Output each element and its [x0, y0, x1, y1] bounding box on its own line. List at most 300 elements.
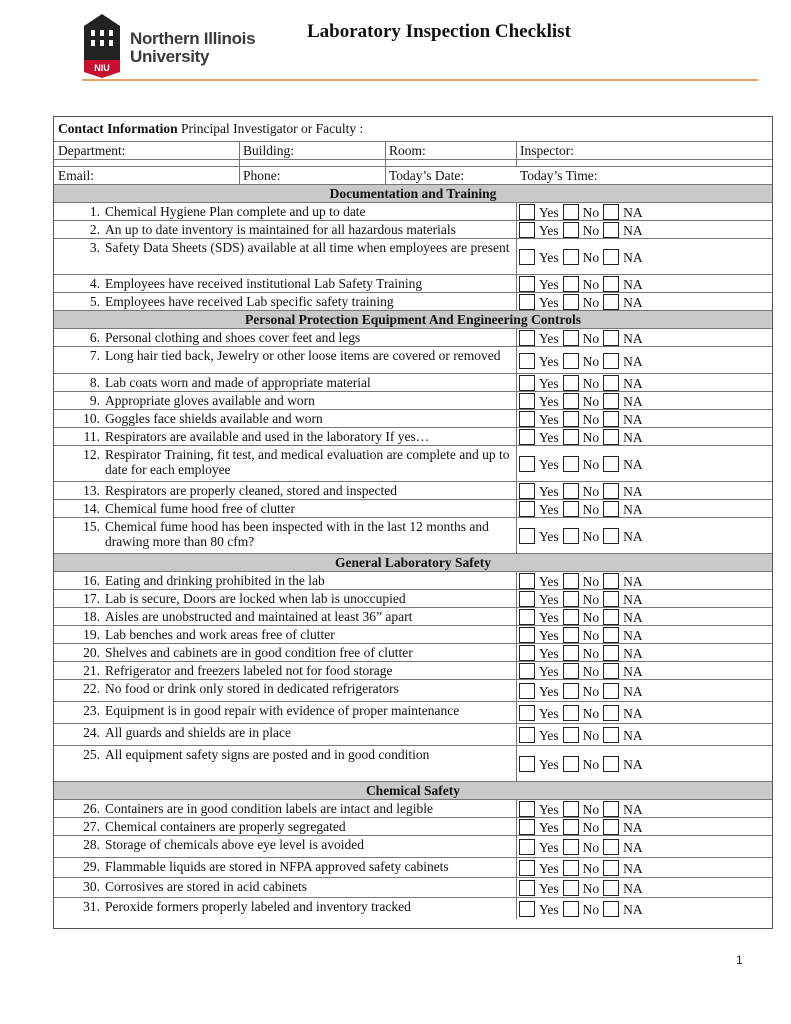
contact-spacer	[54, 159, 772, 166]
item-number: 30.	[83, 879, 100, 894]
item-text: Chemical Hygiene Plan complete and up to date	[105, 204, 366, 219]
yes-checkbox[interactable]	[519, 819, 535, 835]
item-number: 27.	[83, 819, 100, 834]
no-checkbox[interactable]	[563, 222, 579, 238]
no-checkbox[interactable]	[563, 276, 579, 292]
no-label: No	[582, 430, 600, 445]
inspector-field[interactable]: Inspector:	[520, 143, 574, 158]
na-label: NA	[623, 484, 643, 499]
na-checkbox[interactable]	[603, 663, 619, 679]
na-checkbox[interactable]	[603, 429, 619, 445]
yes-checkbox[interactable]	[519, 249, 535, 265]
na-checkbox[interactable]	[603, 330, 619, 346]
item-text: Lab benches and work areas free of clutter	[105, 627, 335, 642]
item-text: Storage of chemicals above eye level is avoided	[105, 837, 365, 852]
item-text: Safety Data Sheets (SDS) available at all time when employees are present	[105, 240, 510, 255]
yes-label: Yes	[539, 820, 559, 835]
checklist-item	[54, 220, 772, 238]
item-text: Respirators are properly cleaned, stored and inspected	[105, 483, 398, 498]
na-checkbox[interactable]	[603, 375, 619, 391]
item-number: 29.	[83, 859, 100, 874]
checklist-item	[54, 817, 772, 835]
item-number: 15.	[83, 519, 100, 534]
na-label: NA	[623, 646, 643, 661]
item-number: 17.	[83, 591, 100, 606]
answer-options	[519, 429, 647, 446]
answer-options	[519, 204, 647, 221]
item-text: Employees have received Lab specific safety training	[105, 294, 394, 309]
no-checkbox[interactable]	[563, 819, 579, 835]
item-number: 13.	[83, 483, 100, 498]
no-label: No	[582, 394, 600, 409]
answer-options	[519, 294, 647, 311]
no-label: No	[582, 376, 600, 391]
yes-label: Yes	[539, 574, 559, 589]
na-label: NA	[623, 664, 643, 679]
yes-checkbox[interactable]	[519, 901, 535, 917]
checklist-item	[54, 835, 772, 857]
yes-label: Yes	[539, 646, 559, 661]
yes-label: Yes	[539, 684, 559, 699]
email-field[interactable]: Email:	[58, 168, 94, 183]
yes-checkbox[interactable]	[519, 801, 535, 817]
section-title: General Laboratory Safety	[335, 555, 491, 570]
item-number: 22.	[83, 681, 100, 696]
yes-checkbox[interactable]	[519, 609, 535, 625]
item-text: Respirators are available and used in the laboratory If yes…	[105, 429, 430, 444]
na-label: NA	[623, 728, 643, 743]
checklist-item	[54, 643, 772, 661]
yes-label: Yes	[539, 802, 559, 817]
item-text: Flammable liquids are stored in NFPA approved safety cabinets	[105, 859, 449, 874]
na-label: NA	[623, 529, 643, 544]
yes-checkbox[interactable]	[519, 456, 535, 472]
item-number: 25.	[83, 747, 100, 762]
yes-label: Yes	[539, 430, 559, 445]
no-checkbox[interactable]	[563, 801, 579, 817]
checklist-item	[54, 328, 772, 346]
na-checkbox[interactable]	[603, 860, 619, 876]
yes-checkbox[interactable]	[519, 528, 535, 544]
item-number: 24.	[83, 725, 100, 740]
na-label: NA	[623, 902, 643, 917]
item-number: 6.	[89, 330, 100, 345]
yes-label: Yes	[539, 664, 559, 679]
no-checkbox[interactable]	[563, 705, 579, 721]
no-checkbox[interactable]	[563, 375, 579, 391]
na-label: NA	[623, 684, 643, 699]
yes-checkbox[interactable]	[519, 573, 535, 589]
na-checkbox[interactable]	[603, 411, 619, 427]
item-number: 14.	[83, 501, 100, 516]
na-checkbox[interactable]	[603, 276, 619, 292]
na-checkbox[interactable]	[603, 901, 619, 917]
checklist-item	[54, 409, 772, 427]
no-checkbox[interactable]	[563, 683, 579, 699]
no-label: No	[582, 610, 600, 625]
item-text: Lab is secure, Doors are locked when lab is unoccupied	[105, 591, 406, 606]
na-checkbox[interactable]	[603, 727, 619, 743]
checklist-item	[54, 292, 772, 310]
answer-options	[519, 860, 647, 877]
no-label: No	[582, 457, 600, 472]
yes-label: Yes	[539, 223, 559, 238]
checklist-item	[54, 701, 772, 723]
pi-label: Principal Investigator or Faculty :	[181, 121, 364, 136]
yes-label: Yes	[539, 295, 559, 310]
no-checkbox[interactable]	[563, 756, 579, 772]
yes-label: Yes	[539, 840, 559, 855]
na-checkbox[interactable]	[603, 627, 619, 643]
item-number: 21.	[83, 663, 100, 678]
na-checkbox[interactable]	[603, 839, 619, 855]
yes-checkbox[interactable]	[519, 727, 535, 743]
item-text: Shelves and cabinets are in good condition free of clutter	[105, 645, 413, 660]
no-checkbox[interactable]	[563, 901, 579, 917]
na-label: NA	[623, 881, 643, 896]
item-text: Personal clothing and shoes cover feet and legs	[105, 330, 361, 345]
answer-options	[519, 249, 647, 266]
yes-label: Yes	[539, 484, 559, 499]
yes-checkbox[interactable]	[519, 375, 535, 391]
yes-checkbox[interactable]	[519, 756, 535, 772]
section-header	[54, 310, 772, 328]
na-checkbox[interactable]	[603, 501, 619, 517]
department-field[interactable]: Department:	[58, 143, 126, 158]
yes-checkbox[interactable]	[519, 860, 535, 876]
yes-label: Yes	[539, 861, 559, 876]
checklist-item	[54, 373, 772, 391]
answer-options	[519, 627, 647, 644]
no-label: No	[582, 354, 600, 369]
yes-label: Yes	[539, 331, 559, 346]
item-number: 28.	[83, 837, 100, 852]
na-checkbox[interactable]	[603, 222, 619, 238]
checklist-item	[54, 427, 772, 445]
na-label: NA	[623, 430, 643, 445]
yes-label: Yes	[539, 881, 559, 896]
na-checkbox[interactable]	[603, 353, 619, 369]
item-number: 8.	[89, 375, 100, 390]
na-checkbox[interactable]	[603, 528, 619, 544]
no-label: No	[582, 820, 600, 835]
item-number: 20.	[83, 645, 100, 660]
yes-label: Yes	[539, 592, 559, 607]
answer-options	[519, 411, 647, 428]
answer-options	[519, 705, 647, 722]
na-checkbox[interactable]	[603, 880, 619, 896]
yes-checkbox[interactable]	[519, 591, 535, 607]
item-number: 10.	[83, 411, 100, 426]
yes-label: Yes	[539, 205, 559, 220]
na-label: NA	[623, 502, 643, 517]
na-label: NA	[623, 757, 643, 772]
yes-label: Yes	[539, 277, 559, 292]
checklist-item	[54, 625, 772, 643]
no-label: No	[582, 223, 600, 238]
yes-checkbox[interactable]	[519, 353, 535, 369]
checklist-item	[54, 745, 772, 781]
na-checkbox[interactable]	[603, 819, 619, 835]
room-field[interactable]: Room:	[389, 143, 426, 158]
no-label: No	[582, 684, 600, 699]
no-label: No	[582, 881, 600, 896]
no-label: No	[582, 902, 600, 917]
answer-options	[519, 353, 647, 370]
yes-checkbox[interactable]	[519, 501, 535, 517]
na-label: NA	[623, 610, 643, 625]
no-checkbox[interactable]	[563, 839, 579, 855]
na-checkbox[interactable]	[603, 705, 619, 721]
answer-options	[519, 756, 647, 773]
no-checkbox[interactable]	[563, 411, 579, 427]
item-number: 4.	[89, 276, 100, 291]
yes-checkbox[interactable]	[519, 627, 535, 643]
checklist-item	[54, 346, 772, 373]
answer-options	[519, 819, 647, 836]
item-text: Equipment is in good repair with evidence of proper maintenance	[105, 703, 460, 718]
no-checkbox[interactable]	[563, 591, 579, 607]
no-checkbox[interactable]	[563, 727, 579, 743]
no-label: No	[582, 412, 600, 427]
no-checkbox[interactable]	[563, 860, 579, 876]
checklist-item	[54, 877, 772, 897]
na-label: NA	[623, 331, 643, 346]
no-checkbox[interactable]	[563, 429, 579, 445]
item-number: 7.	[89, 348, 100, 363]
no-checkbox[interactable]	[563, 456, 579, 472]
answer-options	[519, 222, 647, 239]
no-checkbox[interactable]	[563, 528, 579, 544]
checklist-item	[54, 897, 772, 919]
na-checkbox[interactable]	[603, 645, 619, 661]
checklist-item	[54, 481, 772, 499]
item-text: Aisles are unobstructed and maintained at least 36” apart	[105, 609, 413, 624]
section-header	[54, 553, 772, 571]
yes-label: Yes	[539, 628, 559, 643]
na-checkbox[interactable]	[603, 294, 619, 310]
no-label: No	[582, 295, 600, 310]
checklist-item	[54, 661, 772, 679]
niu-crest-icon	[82, 12, 122, 78]
item-number: 12.	[83, 447, 100, 462]
checklist-item	[54, 589, 772, 607]
item-text: Containers are in good condition labels are intact and legible	[105, 801, 434, 816]
na-checkbox[interactable]	[603, 591, 619, 607]
item-number: 18.	[83, 609, 100, 624]
na-checkbox[interactable]	[603, 683, 619, 699]
item-number: 11.	[83, 429, 100, 444]
checklist-item	[54, 723, 772, 745]
no-label: No	[582, 840, 600, 855]
answer-options	[519, 663, 647, 680]
item-text: Chemical fume hood has been inspected with in the last 12 months and drawing more than 80 cfm?	[105, 519, 489, 549]
no-label: No	[582, 529, 600, 544]
item-text: Goggles face shields available and worn	[105, 411, 323, 426]
phone-field[interactable]: Phone:	[243, 168, 281, 183]
no-label: No	[582, 502, 600, 517]
item-number: 23.	[83, 703, 100, 718]
checklist-item	[54, 274, 772, 292]
item-number: 5.	[89, 294, 100, 309]
na-checkbox[interactable]	[603, 801, 619, 817]
answer-options	[519, 528, 647, 545]
checklist-item	[54, 857, 772, 877]
answer-options	[519, 645, 647, 662]
yes-checkbox[interactable]	[519, 276, 535, 292]
yes-checkbox[interactable]	[519, 411, 535, 427]
no-label: No	[582, 574, 600, 589]
item-text: All guards and shields are in place	[105, 725, 291, 740]
no-checkbox[interactable]	[563, 627, 579, 643]
no-checkbox[interactable]	[563, 483, 579, 499]
no-label: No	[582, 484, 600, 499]
na-checkbox[interactable]	[603, 393, 619, 409]
na-label: NA	[623, 376, 643, 391]
na-checkbox[interactable]	[603, 609, 619, 625]
na-label: NA	[623, 592, 643, 607]
item-text: Respirator Training, fit test, and medical evaluation are complete and up to date for each employee	[105, 447, 510, 477]
no-checkbox[interactable]	[563, 353, 579, 369]
no-checkbox[interactable]	[563, 645, 579, 661]
yes-label: Yes	[539, 757, 559, 772]
no-label: No	[582, 205, 600, 220]
logo-line-1: Northern Illinois	[130, 29, 256, 48]
yes-checkbox[interactable]	[519, 839, 535, 855]
na-label: NA	[623, 277, 643, 292]
section-title: Personal Protection Equipment And Engineering Controls	[245, 312, 581, 327]
page-title: Laboratory Inspection Checklist	[307, 21, 571, 42]
yes-checkbox[interactable]	[519, 483, 535, 499]
yes-label: Yes	[539, 902, 559, 917]
no-checkbox[interactable]	[563, 609, 579, 625]
answer-options	[519, 330, 647, 347]
yes-checkbox[interactable]	[519, 429, 535, 445]
no-label: No	[582, 646, 600, 661]
no-label: No	[582, 757, 600, 772]
checklist-item	[54, 499, 772, 517]
item-text: Eating and drinking prohibited in the lab	[105, 573, 325, 588]
niu-logo	[82, 12, 272, 78]
yes-checkbox[interactable]	[519, 880, 535, 896]
na-checkbox[interactable]	[603, 204, 619, 220]
no-label: No	[582, 277, 600, 292]
na-label: NA	[623, 861, 643, 876]
date-field[interactable]: Today’s Date:	[389, 168, 465, 183]
checklist-item	[54, 391, 772, 409]
no-checkbox[interactable]	[563, 330, 579, 346]
item-text: Chemical containers are properly segregated	[105, 819, 346, 834]
yes-label: Yes	[539, 457, 559, 472]
na-checkbox[interactable]	[603, 456, 619, 472]
yes-checkbox[interactable]	[519, 705, 535, 721]
yes-label: Yes	[539, 529, 559, 544]
yes-checkbox[interactable]	[519, 204, 535, 220]
contact-row-pi	[54, 117, 772, 141]
no-label: No	[582, 861, 600, 876]
item-text: Corrosives are stored in acid cabinets	[105, 879, 308, 894]
no-label: No	[582, 628, 600, 643]
item-text: An up to date inventory is maintained for all hazardous materials	[105, 222, 456, 237]
na-checkbox[interactable]	[603, 756, 619, 772]
building-field[interactable]: Building:	[243, 143, 295, 158]
no-checkbox[interactable]	[563, 501, 579, 517]
item-text: Long hair tied back, Jewelry or other loose items are covered or removed	[105, 348, 501, 363]
item-text: No food or drink only stored in dedicated refrigerators	[105, 681, 399, 696]
yes-checkbox[interactable]	[519, 645, 535, 661]
no-checkbox[interactable]	[563, 880, 579, 896]
logo-wordmark	[130, 30, 255, 66]
yes-checkbox[interactable]	[519, 330, 535, 346]
yes-label: Yes	[539, 394, 559, 409]
yes-checkbox[interactable]	[519, 222, 535, 238]
na-checkbox[interactable]	[603, 483, 619, 499]
answer-options	[519, 573, 647, 590]
yes-label: Yes	[539, 502, 559, 517]
item-text: Appropriate gloves available and worn	[105, 393, 315, 408]
section-title: Chemical Safety	[365, 783, 461, 798]
no-label: No	[582, 592, 600, 607]
checklist-item	[54, 679, 772, 701]
time-field[interactable]: Today’s Time:	[520, 168, 598, 183]
checklist-item	[54, 607, 772, 625]
no-checkbox[interactable]	[563, 249, 579, 265]
logo-line-2: University	[130, 47, 210, 66]
yes-label: Yes	[539, 706, 559, 721]
item-number: 9.	[89, 393, 100, 408]
checklist-item	[54, 445, 772, 481]
item-number: 19.	[83, 627, 100, 642]
yes-checkbox[interactable]	[519, 294, 535, 310]
na-label: NA	[623, 295, 643, 310]
na-label: NA	[623, 412, 643, 427]
contact-heading: Contact Information	[58, 121, 178, 136]
item-number: 2.	[89, 222, 100, 237]
answer-options	[519, 683, 647, 700]
header-divider	[82, 79, 758, 81]
no-label: No	[582, 706, 600, 721]
na-label: NA	[623, 802, 643, 817]
yes-checkbox[interactable]	[519, 663, 535, 679]
page-number: 1	[736, 953, 743, 967]
no-checkbox[interactable]	[563, 663, 579, 679]
no-checkbox[interactable]	[563, 573, 579, 589]
no-checkbox[interactable]	[563, 393, 579, 409]
no-checkbox[interactable]	[563, 204, 579, 220]
no-checkbox[interactable]	[563, 294, 579, 310]
answer-options	[519, 880, 647, 897]
yes-checkbox[interactable]	[519, 683, 535, 699]
checklist-item	[54, 238, 772, 274]
na-label: NA	[623, 250, 643, 265]
section-header	[54, 184, 772, 202]
no-label: No	[582, 728, 600, 743]
checklist-item	[54, 202, 772, 220]
item-text: Lab coats worn and made of appropriate material	[105, 375, 371, 390]
na-checkbox[interactable]	[603, 573, 619, 589]
na-label: NA	[623, 840, 643, 855]
logo-badge-text: NIU	[94, 63, 110, 73]
no-label: No	[582, 664, 600, 679]
yes-checkbox[interactable]	[519, 393, 535, 409]
item-text: All equipment safety signs are posted and in good condition	[105, 747, 430, 762]
na-label: NA	[623, 820, 643, 835]
answer-options	[519, 591, 647, 608]
item-number: 31.	[83, 899, 100, 914]
na-label: NA	[623, 223, 643, 238]
na-checkbox[interactable]	[603, 249, 619, 265]
section-header	[54, 781, 772, 799]
